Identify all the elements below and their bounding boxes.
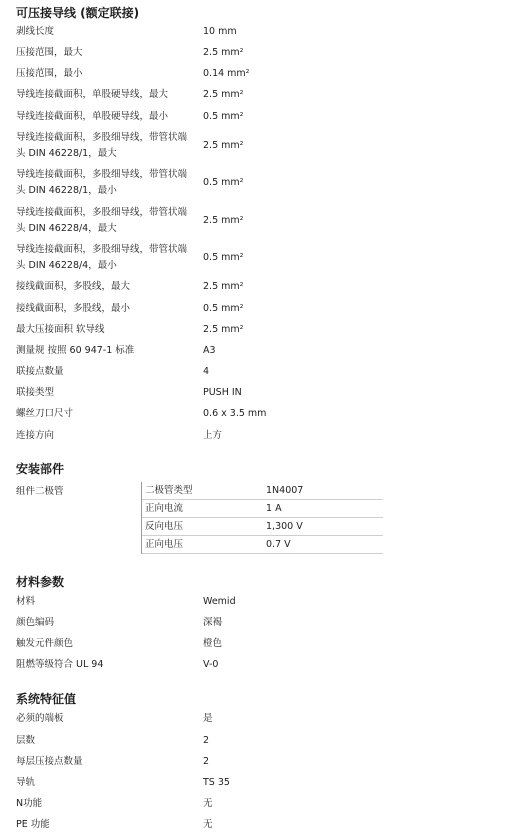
spec-value: TS 35: [203, 777, 230, 788]
spec-label: 必须的端板: [16, 713, 64, 724]
spec-value: 0.5 mm²: [203, 177, 244, 188]
spec-value: 0.5 mm²: [203, 252, 244, 263]
spec-value: 深褐: [203, 617, 223, 628]
spec-value: 4: [203, 366, 210, 377]
spec-label: 层数: [16, 735, 36, 746]
spec-label: 导轨: [16, 777, 36, 788]
spec-label: 联接点数量: [16, 366, 64, 377]
sub-value: 1N4007: [266, 485, 304, 496]
spec-label: 颜色编码: [16, 617, 55, 628]
sub-value: 0.7 V: [266, 539, 291, 550]
spec-value: 2.5 mm²: [203, 324, 244, 335]
sub-table-row: [142, 518, 383, 536]
sub-label: 正向电压: [145, 539, 184, 550]
spec-value: 2: [203, 756, 210, 767]
diode-sub-table: [141, 482, 383, 554]
sub-table-row: [142, 500, 383, 518]
spec-label: 螺丝刀口尺寸: [16, 408, 74, 419]
spec-value: 无: [203, 819, 213, 830]
spec-value: 2.5 mm²: [203, 89, 244, 100]
spec-value: 0.5 mm²: [203, 303, 244, 314]
spec-value: 2.5 mm²: [203, 215, 244, 226]
sub-table-row: [142, 482, 383, 500]
spec-value: PUSH IN: [203, 387, 242, 398]
spec-label: 导线连接截面积，多股细导线，带管状端头 DIN 46228/1，最小: [16, 169, 188, 196]
spec-value: 0.14 mm²: [203, 68, 250, 79]
spec-value: Wemid: [203, 596, 236, 607]
spec-value: 2: [203, 735, 210, 746]
spec-value: 2.5 mm²: [203, 140, 244, 151]
spec-value: 橙色: [203, 638, 223, 649]
spec-label: 每层压接点数量: [16, 756, 83, 767]
spec-value: 2.5 mm²: [203, 47, 244, 58]
spec-label: 材料: [16, 596, 36, 607]
spec-label: N功能: [16, 798, 43, 809]
spec-label: 测量规 按照 60 947-1 标准: [16, 345, 135, 356]
spec-label: 连接方向: [16, 430, 55, 441]
spec-label: PE 功能: [16, 819, 50, 830]
spec-label: 接线截面积，多股线，最小: [16, 303, 131, 314]
section-title-wiring: 可压接导线 (额定联接): [16, 6, 140, 20]
spec-value: 上方: [203, 430, 223, 441]
sub-label: 反向电压: [145, 521, 184, 532]
component-label: 组件二极管: [16, 486, 64, 497]
spec-label: 导线连接截面积，单股硬导线，最小: [16, 111, 169, 122]
spec-label: 导线连接截面积，单股硬导线，最大: [16, 89, 169, 100]
spec-label: 导线连接截面积，多股细导线，带管状端头 DIN 46228/1，最大: [16, 132, 188, 159]
spec-value: 0.5 mm²: [203, 111, 244, 122]
spec-value: 2.5 mm²: [203, 281, 244, 292]
spec-label: 压接范围，最小: [16, 68, 83, 79]
section-title-system: 系统特征值: [16, 692, 77, 706]
section-title-install: 安装部件: [16, 462, 65, 476]
spec-label: 阻燃等级符合 UL 94: [16, 659, 104, 670]
spec-value: V-0: [203, 659, 219, 670]
sub-table-row: [142, 536, 383, 554]
spec-label: 导线连接截面积，多股细导线，带管状端头 DIN 46228/4，最大: [16, 207, 188, 234]
spec-label: 联接类型: [16, 387, 55, 398]
spec-value: 是: [203, 713, 213, 724]
sub-value: 1,300 V: [266, 521, 303, 532]
spec-label: 剥线长度: [16, 26, 55, 37]
sub-label: 正向电流: [145, 503, 184, 514]
spec-value: 0.6 x 3.5 mm: [203, 408, 267, 419]
spec-label: 触发元件颜色: [16, 638, 74, 649]
spec-label: 最大压接面积 软导线: [16, 324, 105, 335]
spec-value: A3: [203, 345, 216, 356]
spec-value: 10 mm: [203, 26, 237, 37]
sub-value: 1 A: [266, 503, 282, 514]
sub-label: 二极管类型: [145, 485, 193, 496]
spec-label: 压接范围，最大: [16, 47, 83, 58]
section-title-material: 材料参数: [16, 575, 65, 589]
spec-label: 导线连接截面积，多股细导线，带管状端头 DIN 46228/4，最小: [16, 244, 188, 271]
spec-value: 无: [203, 798, 213, 809]
spec-label: 接线截面积，多股线，最大: [16, 281, 131, 292]
